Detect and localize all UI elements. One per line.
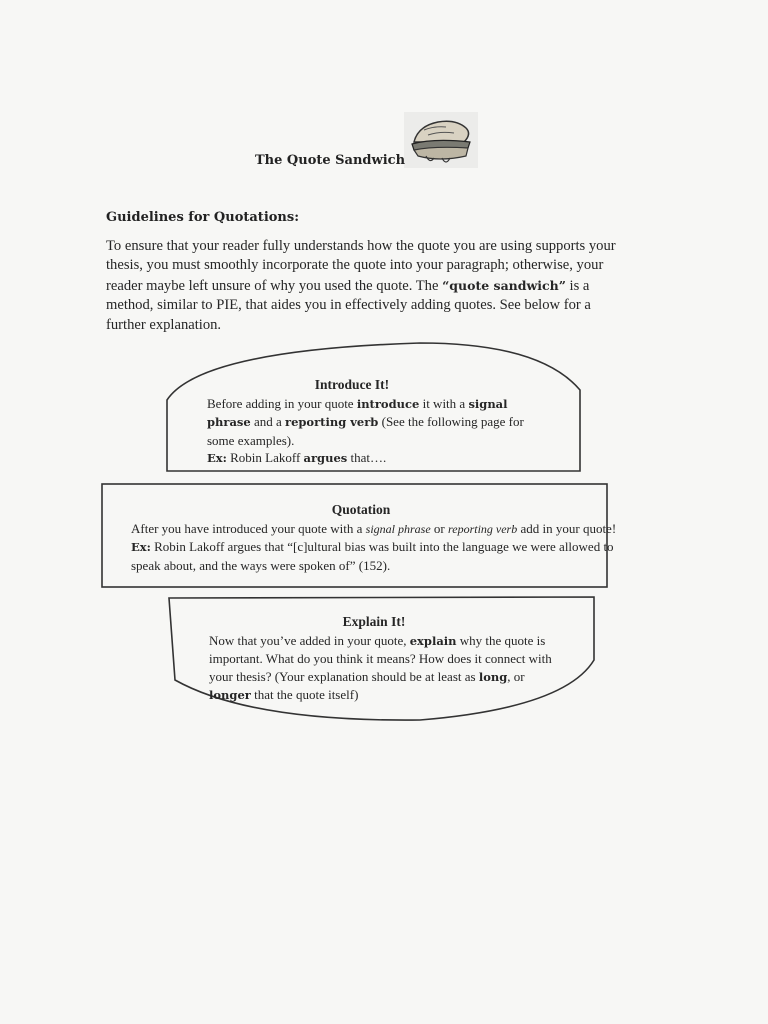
quotation-body (131, 520, 621, 575)
explain-box (209, 613, 569, 705)
page-title: The Quote Sandwich (255, 153, 406, 168)
introduce-box (207, 376, 537, 468)
introduce-text-3: and a (250, 414, 286, 429)
introduce-text-2: it with a (419, 395, 469, 411)
quotation-italic-1: signal phrase (365, 521, 431, 536)
intro-text-1: To ensure that your reader fully understands how the quote you are using supports your thesis, you must smoothly incorporate the quote into your paragraph; otherwise, your reader maybe left unsure of why you used the quote. The (106, 238, 616, 294)
explain-body (209, 632, 569, 705)
explain-bold-3: longer (209, 688, 251, 702)
explain-title: Explain It! (342, 614, 406, 629)
explain-text-4: that the quote itself) (250, 687, 359, 702)
quotation-text-1: After you have introduced your quote with a (131, 520, 366, 536)
section-heading: Guidelines for Quotations: (106, 210, 299, 225)
introduce-example (207, 449, 537, 468)
quotation-title: Quotation (331, 502, 391, 517)
introduce-title: Introduce It! (314, 377, 390, 392)
introduce-text-1: Before adding in your quote (207, 395, 357, 411)
introduce-example-text-1: Robin Lakoff (226, 450, 304, 465)
quotation-box (131, 501, 621, 574)
introduce-bold-2: signal phrase (207, 396, 508, 429)
introduce-example-bold: argues (303, 451, 348, 465)
quotation-italic-2: reporting verb (448, 521, 518, 536)
explain-bold-1: explain (409, 633, 457, 648)
explain-text-1: Now that you’ve added in your quote, (209, 632, 410, 648)
explain-bold-2: long (478, 669, 508, 684)
introduce-bold-1: introduce (356, 396, 420, 411)
explain-text-3: , or (507, 668, 525, 684)
quotation-text-2: or (430, 520, 449, 536)
intro-text-2: is a method, similar to PIE, that aides you in effectively adding quotes. See below for a further explanation. (106, 277, 591, 333)
introduce-bold-3: reporting verb (285, 415, 379, 429)
intro-bold-term: “quote sandwich” (442, 277, 566, 293)
introduce-example-label: Ex: (207, 451, 227, 465)
explain-text-2: why the quote is important. What do you think it means? How does it connect with your thesis? (Your explanation should be at least as (209, 632, 552, 684)
quotation-text-4: Robin Lakoff argues that “[c]ultural bias was built into the language we were allowed to speak about, and the ways were spoken of” (152). (131, 539, 614, 573)
introduce-example-text-2: that…. (347, 450, 387, 465)
quotation-example-label: Ex: (131, 540, 151, 554)
quotation-text-3: add in your quote! (517, 520, 617, 536)
introduce-text-4: (See the following page for some examples). (207, 414, 524, 448)
introduce-body (207, 395, 537, 450)
